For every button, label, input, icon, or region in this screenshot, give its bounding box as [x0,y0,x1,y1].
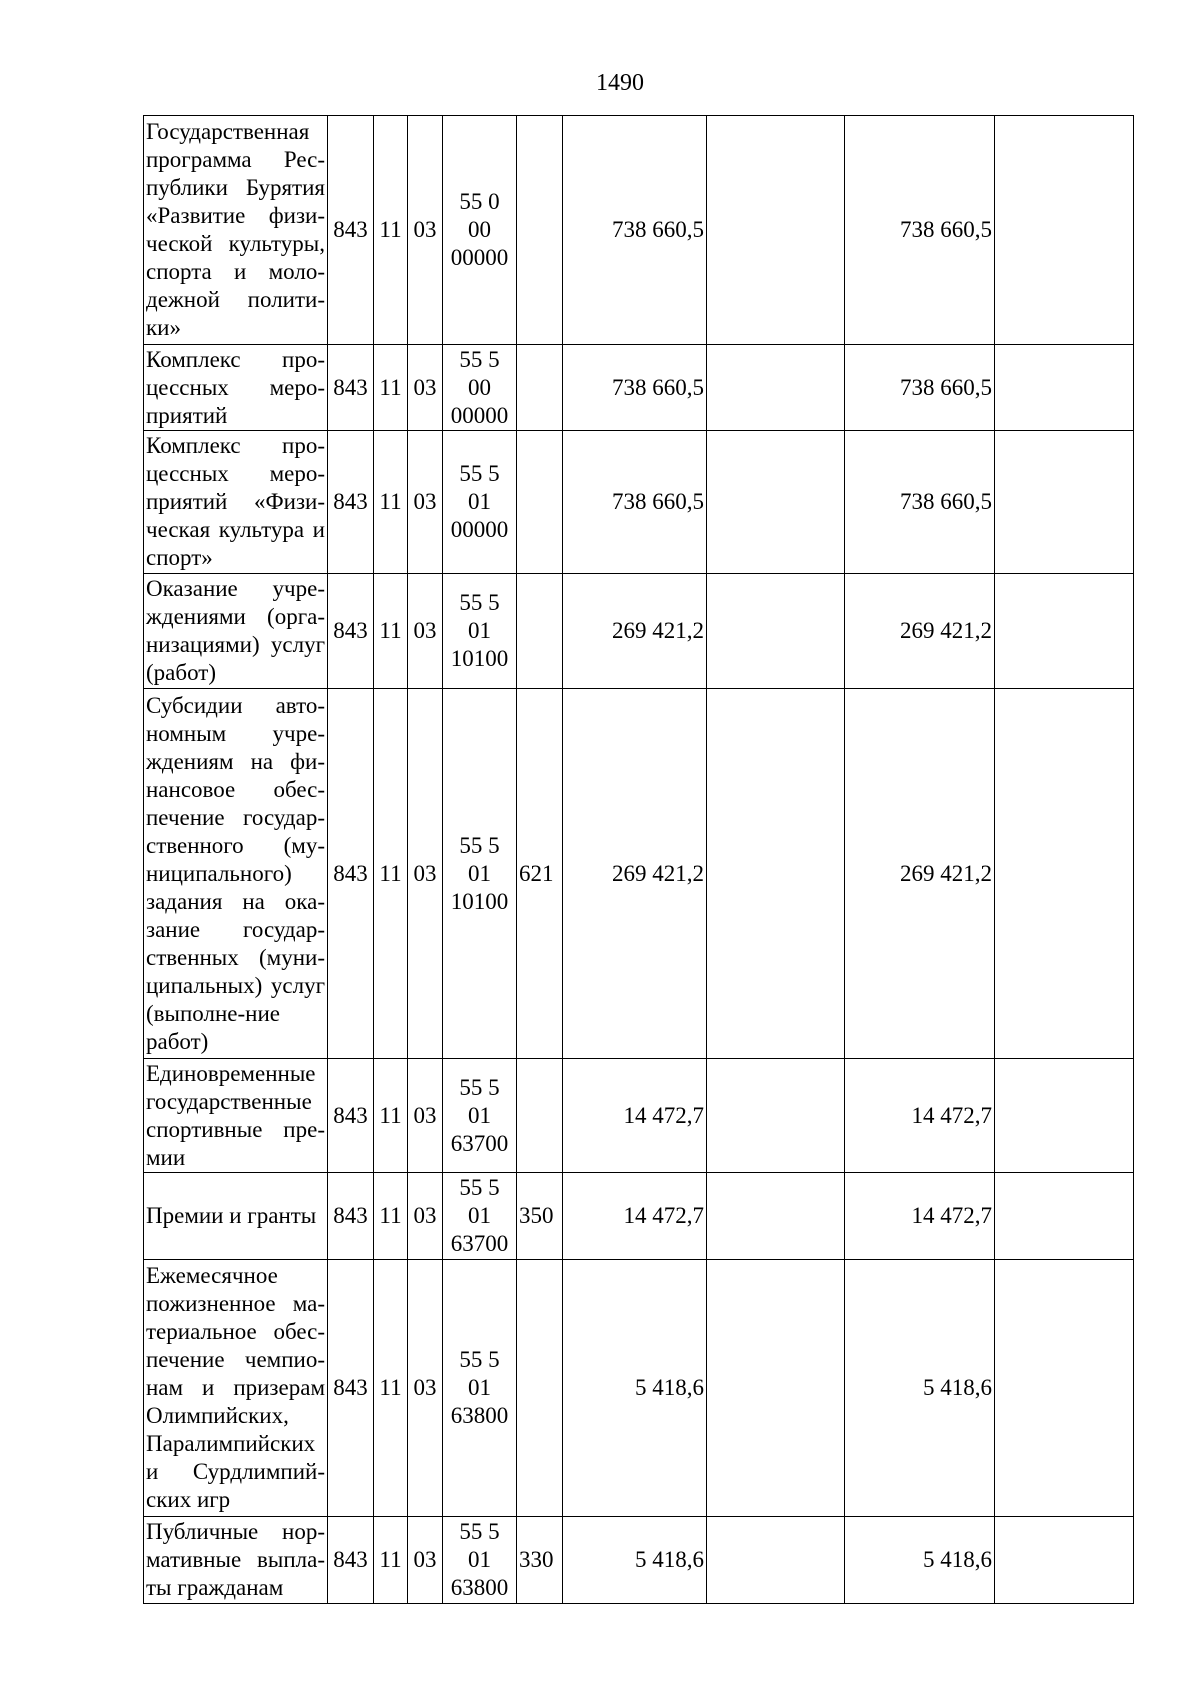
amount-cell: 269 421,2 [563,689,707,1059]
empty-cell [707,1260,845,1517]
grbs-code: 843 [328,116,374,345]
row-name: Ежемесячное пожизненное ма-териальное обес-печение чемпио-нам и призерам Олимпийских, Паралимпийских и Сурдлимпий-ских игр [144,1260,328,1517]
target-article-code: 55 5 01 00000 [443,431,517,574]
amount-total-cell: 269 421,2 [845,574,995,689]
table-row [144,345,1134,431]
target-article-code: 55 5 01 63800 [443,1260,517,1517]
grbs-code: 843 [328,574,374,689]
empty-cell [995,689,1134,1059]
table-row [144,1059,1134,1173]
amount-cell: 14 472,7 [563,1059,707,1173]
expense-type-code [517,574,563,689]
grbs-code: 843 [328,1173,374,1260]
amount-cell: 269 421,2 [563,574,707,689]
empty-cell [995,116,1134,345]
subsection-code: 03 [408,431,443,574]
target-article-code: 55 5 01 10100 [443,574,517,689]
section-code: 11 [374,345,408,431]
empty-cell [707,116,845,345]
empty-cell [707,345,845,431]
amount-cell: 738 660,5 [563,116,707,345]
amount-cell: 5 418,6 [563,1260,707,1517]
row-name: Субсидии авто-номным учре-ждениям на фи-нансовое обес-печение государ-ственного (му-ниципального) задания на ока-зание государ-ственных (муни-ципальных) услуг (выполне-ние работ) [144,689,328,1059]
subsection-code: 03 [408,689,443,1059]
empty-cell [707,1059,845,1173]
grbs-code: 843 [328,1517,374,1604]
empty-cell [995,345,1134,431]
empty-cell [995,574,1134,689]
target-article-code: 55 5 01 63700 [443,1059,517,1173]
row-name: Оказание учре-ждениями (орга-низациями) услуг (работ) [144,574,328,689]
row-name: Комплекс про-цессных меро-приятий «Физи-ческая культура и спорт» [144,431,328,574]
expense-type-code [517,116,563,345]
row-name: Публичные нор-мативные выпла-ты гражданам [144,1517,328,1604]
expense-type-code: 330 [517,1517,563,1604]
section-code: 11 [374,1059,408,1173]
section-code: 11 [374,1173,408,1260]
table-row [144,1260,1134,1517]
table-row [144,1517,1134,1604]
target-article-code: 55 5 00 00000 [443,345,517,431]
amount-cell: 738 660,5 [563,345,707,431]
amount-total-cell: 738 660,5 [845,345,995,431]
target-article-code: 55 5 01 10100 [443,689,517,1059]
empty-cell [995,1260,1134,1517]
row-name: Премии и гранты [144,1173,328,1260]
empty-cell [707,1173,845,1260]
subsection-code: 03 [408,574,443,689]
subsection-code: 03 [408,345,443,431]
empty-cell [995,1517,1134,1604]
table-row [144,1173,1134,1260]
target-article-code: 55 5 01 63700 [443,1173,517,1260]
empty-cell [995,1059,1134,1173]
page-number: 1490 [596,70,644,96]
empty-cell [707,431,845,574]
budget-table [143,115,1134,1604]
expense-type-code [517,1059,563,1173]
amount-cell: 5 418,6 [563,1517,707,1604]
table-row [144,116,1134,345]
grbs-code: 843 [328,431,374,574]
row-name: Государственная программа Рес-публики Бурятия «Развитие физи-ческой культуры, спорта и моло-дежной полити-ки» [144,116,328,345]
table-row [144,431,1134,574]
row-name: Комплекс про-цессных меро-приятий [144,345,328,431]
amount-total-cell: 14 472,7 [845,1059,995,1173]
grbs-code: 843 [328,345,374,431]
section-code: 11 [374,116,408,345]
table-row [144,689,1134,1059]
grbs-code: 843 [328,1059,374,1173]
amount-total-cell: 738 660,5 [845,116,995,345]
subsection-code: 03 [408,1173,443,1260]
section-code: 11 [374,1260,408,1517]
amount-total-cell: 5 418,6 [845,1260,995,1517]
target-article-code: 55 0 00 00000 [443,116,517,345]
expense-type-code [517,1260,563,1517]
empty-cell [707,574,845,689]
row-name: Единовременные государственные спортивные пре-мии [144,1059,328,1173]
empty-cell [995,431,1134,574]
empty-cell [995,1173,1134,1260]
target-article-code: 55 5 01 63800 [443,1517,517,1604]
empty-cell [707,1517,845,1604]
grbs-code: 843 [328,1260,374,1517]
subsection-code: 03 [408,1517,443,1604]
expense-type-code: 350 [517,1173,563,1260]
subsection-code: 03 [408,1059,443,1173]
amount-total-cell: 738 660,5 [845,431,995,574]
expense-type-code [517,431,563,574]
subsection-code: 03 [408,116,443,345]
section-code: 11 [374,689,408,1059]
amount-cell: 738 660,5 [563,431,707,574]
table-row [144,574,1134,689]
amount-total-cell: 269 421,2 [845,689,995,1059]
amount-cell: 14 472,7 [563,1173,707,1260]
amount-total-cell: 14 472,7 [845,1173,995,1260]
section-code: 11 [374,1517,408,1604]
expense-type-code [517,345,563,431]
amount-total-cell: 5 418,6 [845,1517,995,1604]
grbs-code: 843 [328,689,374,1059]
subsection-code: 03 [408,1260,443,1517]
expense-type-code: 621 [517,689,563,1059]
section-code: 11 [374,431,408,574]
section-code: 11 [374,574,408,689]
empty-cell [707,689,845,1059]
